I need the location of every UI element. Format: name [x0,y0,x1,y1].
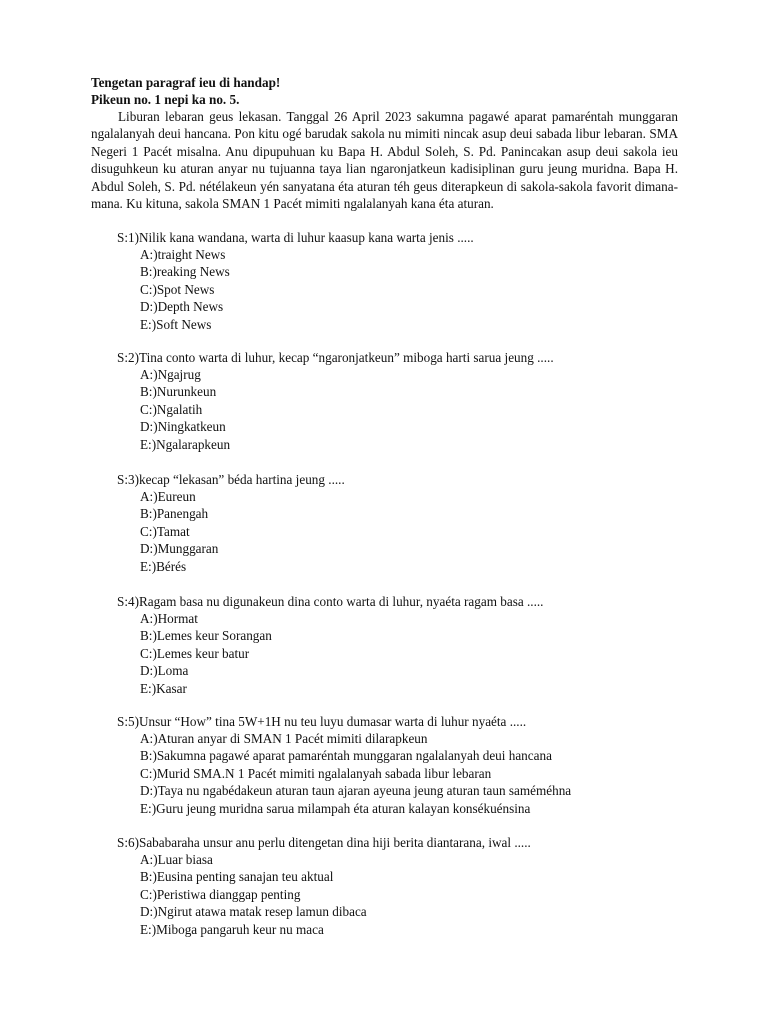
option-a: A:)Hormat [140,611,198,626]
option-list [140,488,717,575]
instruction-heading: Tengetan paragraf ieu di handap! [91,75,281,90]
question-text: S:6)Sababaraha unsur anu perlu ditengetan dina hiji berita diantarana, iwal ..... [117,835,531,850]
question-6 [117,834,717,938]
option-b: B:)Panengah [140,506,209,522]
option-d: D:)Loma [140,663,189,679]
option-list [140,246,717,333]
option-b: B:)Lemes keur Sorangan [140,628,272,644]
option-list [140,730,717,817]
option-e: E:)Ngalarapkeun [140,436,231,452]
option-a: A:)Eureun [140,489,196,504]
option-list [140,366,717,453]
option-d: D:)Depth News [140,299,224,315]
option-d: D:)Taya nu ngabédakeun aturan taun ajaran ayeuna jeung aturan taun saméméhna [140,783,572,799]
option-e: E:)Miboga pangaruh keur nu maca [140,921,324,937]
option-b: B:)Nurunkeun [140,384,217,400]
question-text: S:4)Ragam basa nu digunakeun dina conto warta di luhur, nyaéta ragam basa ..... [117,594,544,609]
option-e: E:)Soft News [140,316,212,332]
option-a: A:)traight News [140,247,226,262]
option-list [140,610,717,697]
range-heading: Pikeun no. 1 nepi ka no. 5. [91,92,240,107]
option-b: B:)reaking News [140,264,230,280]
option-c: C:)Spot News [140,281,215,297]
option-d: D:)Ngirut atawa matak resep lamun dibaca [140,904,367,920]
option-c: C:)Ngalatih [140,401,203,417]
option-e: E:)Kasar [140,680,187,696]
question-text: S:3)kecap “lekasan” béda hartina jeung ..... [117,472,345,487]
question-4 [117,593,717,697]
option-c: C:)Murid SMA.N 1 Pacét mimiti ngalalanyah sabada libur lebaran [140,765,492,781]
question-text: S:2)Tina conto warta di luhur, kecap “ngaronjatkeun” miboga harti sarua jeung ..... [117,350,554,365]
option-d: D:)Munggaran [140,541,219,557]
option-c: C:)Peristiwa dianggap penting [140,886,301,902]
option-a: A:)Luar biasa [140,852,213,867]
option-e: E:)Bérés [140,558,187,574]
reading-paragraph: Liburan lebaran geus lekasan. Tanggal 26 April 2023 sakumna pagawé aparat pamaréntah munggaran ngalalanyah deui hancana. Pon kitu ogé barudak sakola nu mimiti nincak asup deui sabada libur lebaran. SMA Negeri 1 Pacét misalna. Anu dipupuhuan ku Bapa H. Abdul Soleh, S. Pd. Panincakan asup deui sakola ieu disuguhkeun ku aturan anyar nu tujuanna taya lian ngaronjatkeun kadisiplinan guru jeung muridna. Bapa H. Abdul Soleh, S. Pd. nétélakeun yén sanyatana éta aturan téh geus diterapkeun di sakola-sakola favorit dimana-mana. Ku kituna, sakola SMAN 1 Pacét mimiti ngalalanyah kana éta aturan. [91,109,678,212]
question-text: S:5)Unsur “How” tina 5W+1H nu teu luyu dumasar warta di luhur nyaéta ..... [117,714,527,729]
option-a: A:)Ngajrug [140,367,201,382]
option-a: A:)Aturan anyar di SMAN 1 Pacét mimiti dilarapkeun [140,731,428,746]
option-d: D:)Ningkatkeun [140,419,226,435]
question-5 [117,713,717,817]
option-c: C:)Tamat [140,523,190,539]
question-3 [117,471,717,575]
option-c: C:)Lemes keur batur [140,645,250,661]
option-list [140,851,717,938]
question-1 [117,229,717,333]
option-b: B:)Eusina penting sanajan teu aktual [140,869,334,885]
question-text: S:1)Nilik kana wandana, warta di luhur kaasup kana warta jenis ..... [117,230,474,245]
option-e: E:)Guru jeung muridna sarua milampah éta aturan kalayan konsékuénsina [140,800,531,816]
question-2 [117,349,717,453]
option-b: B:)Sakumna pagawé aparat pamaréntah munggaran ngalalanyah deui hancana [140,748,552,764]
